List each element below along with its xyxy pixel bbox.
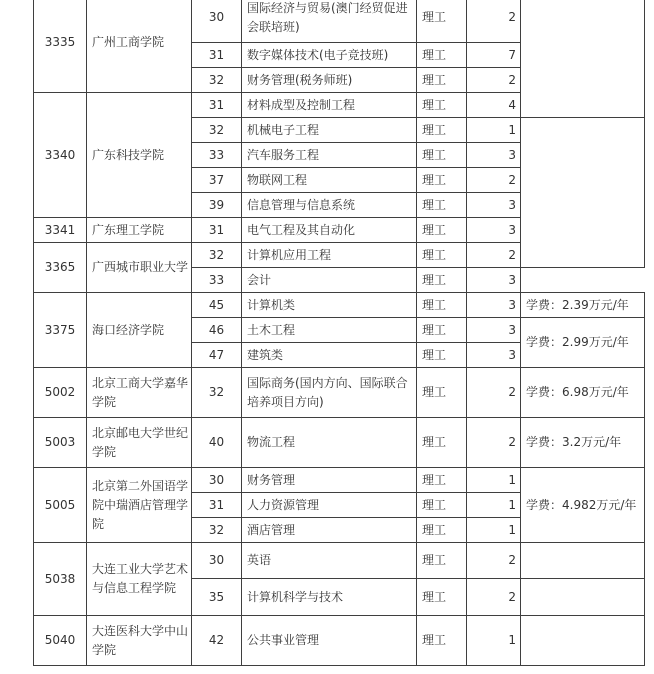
major-code-cell: 31 xyxy=(192,493,242,518)
school-name-cell: 大连医科大学中山学院 xyxy=(87,616,192,666)
major-code-cell: 39 xyxy=(192,193,242,218)
major-name-cell: 人力资源管理 xyxy=(242,493,417,518)
category-cell: 理工 xyxy=(417,193,467,218)
tuition-note-cell: 学费：2.99万元/年 xyxy=(521,318,645,368)
school-code-cell: 5040 xyxy=(34,616,87,666)
major-name-cell: 物流工程 xyxy=(242,418,417,468)
major-code-cell: 47 xyxy=(192,343,242,368)
table-row xyxy=(34,418,645,468)
table-row xyxy=(34,543,645,579)
major-code-cell: 32 xyxy=(192,118,242,143)
quota-cell: 2 xyxy=(467,418,521,468)
table-row xyxy=(34,616,645,666)
tuition-note-cell: 学费：6.98万元/年 xyxy=(521,368,645,418)
school-code-cell: 3375 xyxy=(34,293,87,368)
quota-cell: 1 xyxy=(467,468,521,493)
category-cell: 理工 xyxy=(417,543,467,579)
category-cell: 理工 xyxy=(417,493,467,518)
major-code-cell: 35 xyxy=(192,579,242,616)
major-name-cell: 会计 xyxy=(242,268,417,293)
major-code-cell: 30 xyxy=(192,0,242,43)
tuition-note-cell: 学费：4.982万元/年 xyxy=(521,468,645,543)
major-name-cell: 建筑类 xyxy=(242,343,417,368)
major-code-cell: 37 xyxy=(192,168,242,193)
category-cell: 理工 xyxy=(417,343,467,368)
quota-cell: 2 xyxy=(467,168,521,193)
school-name-cell: 大连工业大学艺术与信息工程学院 xyxy=(87,543,192,616)
quota-cell: 1 xyxy=(467,493,521,518)
major-code-cell: 40 xyxy=(192,418,242,468)
quota-cell: 2 xyxy=(467,368,521,418)
tuition-note-cell xyxy=(521,0,645,118)
quota-cell: 3 xyxy=(467,268,521,293)
category-cell: 理工 xyxy=(417,579,467,616)
quota-cell: 3 xyxy=(467,218,521,243)
school-name-cell: 北京工商大学嘉华学院 xyxy=(87,368,192,418)
tuition-note-cell: 学费：2.39万元/年 xyxy=(521,293,645,318)
quota-cell: 2 xyxy=(467,0,521,43)
quota-cell: 3 xyxy=(467,343,521,368)
school-code-cell: 5003 xyxy=(34,418,87,468)
category-cell: 理工 xyxy=(417,243,467,268)
quota-cell: 2 xyxy=(467,68,521,93)
quota-cell: 3 xyxy=(467,193,521,218)
major-name-cell: 机械电子工程 xyxy=(242,118,417,143)
category-cell: 理工 xyxy=(417,293,467,318)
school-name-cell: 海口经济学院 xyxy=(87,293,192,368)
major-code-cell: 32 xyxy=(192,518,242,543)
table-row xyxy=(34,0,645,43)
major-name-cell: 计算机科学与技术 xyxy=(242,579,417,616)
major-name-cell: 计算机类 xyxy=(242,293,417,318)
category-cell: 理工 xyxy=(417,143,467,168)
table-row xyxy=(34,368,645,418)
category-cell: 理工 xyxy=(417,616,467,666)
category-cell: 理工 xyxy=(417,368,467,418)
school-name-cell: 广东理工学院 xyxy=(87,218,192,243)
quota-cell: 3 xyxy=(467,143,521,168)
major-code-cell: 32 xyxy=(192,68,242,93)
tuition-note-cell: 学费：3.2万元/年 xyxy=(521,418,645,468)
quota-cell: 2 xyxy=(467,243,521,268)
quota-cell: 2 xyxy=(467,543,521,579)
major-name-cell: 财务管理 xyxy=(242,468,417,493)
category-cell: 理工 xyxy=(417,318,467,343)
quota-cell: 3 xyxy=(467,318,521,343)
tuition-note-cell xyxy=(521,616,645,666)
school-code-cell: 5038 xyxy=(34,543,87,616)
quota-cell: 1 xyxy=(467,616,521,666)
major-name-cell: 物联网工程 xyxy=(242,168,417,193)
major-code-cell: 42 xyxy=(192,616,242,666)
major-name-cell: 汽车服务工程 xyxy=(242,143,417,168)
major-code-cell: 30 xyxy=(192,543,242,579)
major-code-cell: 31 xyxy=(192,218,242,243)
quota-cell: 7 xyxy=(467,43,521,68)
major-name-cell: 土木工程 xyxy=(242,318,417,343)
major-code-cell: 45 xyxy=(192,293,242,318)
major-name-cell: 国际经济与贸易(澳门经贸促进会联培班) xyxy=(242,0,417,43)
school-name-cell: 北京第二外国语学院中瑞酒店管理学院 xyxy=(87,468,192,543)
quota-cell: 4 xyxy=(467,93,521,118)
major-name-cell: 酒店管理 xyxy=(242,518,417,543)
category-cell: 理工 xyxy=(417,518,467,543)
category-cell: 理工 xyxy=(417,418,467,468)
category-cell: 理工 xyxy=(417,0,467,43)
quota-cell: 3 xyxy=(467,293,521,318)
major-name-cell: 信息管理与信息系统 xyxy=(242,193,417,218)
tuition-note-cell xyxy=(521,118,645,268)
major-code-cell: 31 xyxy=(192,93,242,118)
category-cell: 理工 xyxy=(417,118,467,143)
school-code-cell: 3340 xyxy=(34,93,87,218)
major-name-cell: 财务管理(税务师班) xyxy=(242,68,417,93)
tuition-note-cell xyxy=(521,579,645,616)
major-name-cell: 公共事业管理 xyxy=(242,616,417,666)
tuition-note-cell xyxy=(521,543,645,579)
school-name-cell: 北京邮电大学世纪学院 xyxy=(87,418,192,468)
major-code-cell: 46 xyxy=(192,318,242,343)
school-name-cell: 广州工商学院 xyxy=(87,0,192,93)
major-code-cell: 33 xyxy=(192,143,242,168)
school-code-cell: 3341 xyxy=(34,218,87,243)
category-cell: 理工 xyxy=(417,43,467,68)
category-cell: 理工 xyxy=(417,68,467,93)
category-cell: 理工 xyxy=(417,468,467,493)
major-code-cell: 30 xyxy=(192,468,242,493)
quota-cell: 1 xyxy=(467,118,521,143)
school-name-cell: 广东科技学院 xyxy=(87,93,192,218)
quota-cell: 2 xyxy=(467,579,521,616)
major-name-cell: 材料成型及控制工程 xyxy=(242,93,417,118)
school-code-cell: 3365 xyxy=(34,243,87,293)
major-code-cell: 31 xyxy=(192,43,242,68)
category-cell: 理工 xyxy=(417,218,467,243)
school-code-cell: 5005 xyxy=(34,468,87,543)
major-code-cell: 33 xyxy=(192,268,242,293)
quota-cell: 1 xyxy=(467,518,521,543)
category-cell: 理工 xyxy=(417,268,467,293)
category-cell: 理工 xyxy=(417,93,467,118)
major-name-cell: 数字媒体技术(电子竞技班) xyxy=(242,43,417,68)
table-row xyxy=(34,293,645,318)
major-code-cell: 32 xyxy=(192,368,242,418)
major-code-cell: 32 xyxy=(192,243,242,268)
table-body xyxy=(34,0,645,666)
major-name-cell: 英语 xyxy=(242,543,417,579)
category-cell: 理工 xyxy=(417,168,467,193)
school-code-cell: 3335 xyxy=(34,0,87,93)
table-row xyxy=(34,468,645,493)
major-name-cell: 国际商务(国内方向、国际联合培养项目方向) xyxy=(242,368,417,418)
school-code-cell: 5002 xyxy=(34,368,87,418)
admission-table xyxy=(33,0,645,666)
major-name-cell: 计算机应用工程 xyxy=(242,243,417,268)
school-name-cell: 广西城市职业大学 xyxy=(87,243,192,293)
major-name-cell: 电气工程及其自动化 xyxy=(242,218,417,243)
